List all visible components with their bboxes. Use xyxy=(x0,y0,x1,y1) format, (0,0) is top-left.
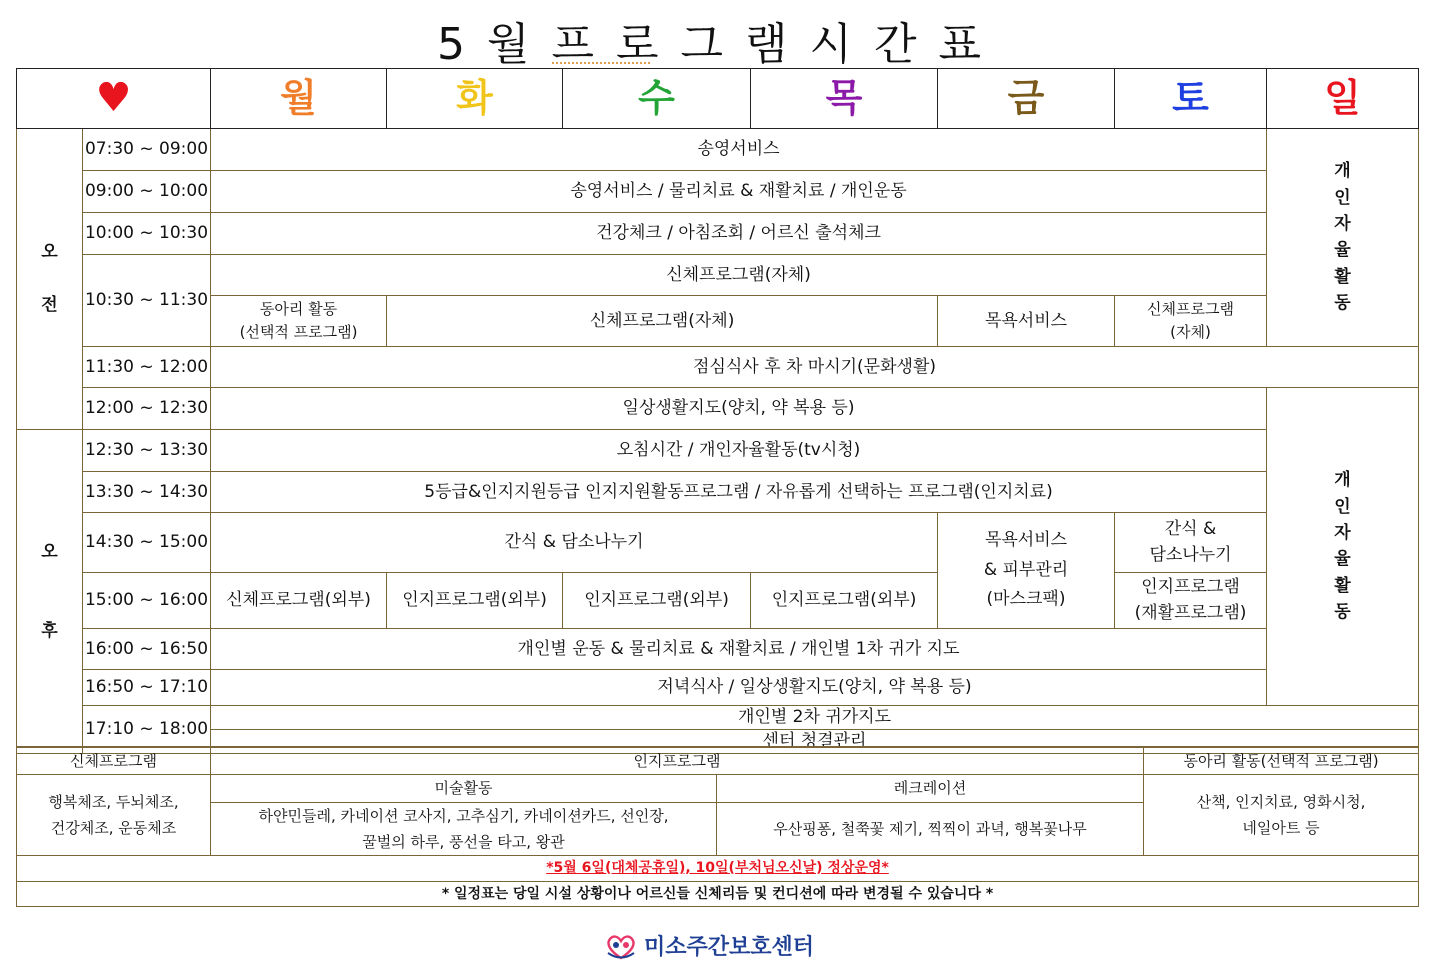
activity-cell-saturday: 인지프로그램 (재활프로그램) xyxy=(1115,572,1267,628)
activity-cell-thursday: 인지프로그램(외부) xyxy=(751,572,938,628)
time-cell: 17:10 ~ 18:00 xyxy=(83,705,211,753)
schedule-row xyxy=(17,128,1419,170)
time-cell: 07:30 ~ 09:00 xyxy=(83,128,211,170)
schedule-row xyxy=(17,705,1419,729)
activity-cell: 오침시간 / 개인자율활동(tv시청) xyxy=(211,429,1267,471)
schedule-row xyxy=(17,254,1419,295)
activity-cell: 개인별 2차 귀가지도 xyxy=(211,705,1419,729)
activity-cell-monday: 동아리 활동 (선택적 프로그램) xyxy=(211,295,387,346)
day-sunday: 일 xyxy=(1267,69,1419,129)
activity-cell-monday: 신체프로그램(외부) xyxy=(211,572,387,628)
time-cell: 11:30 ~ 12:00 xyxy=(83,346,211,387)
heart-hands-icon xyxy=(604,931,638,961)
center-logo xyxy=(604,930,814,961)
schedule-row xyxy=(17,170,1419,212)
legend-club-title: 동아리 활동(선택적 프로그램) xyxy=(1144,747,1419,775)
legend-table xyxy=(16,746,1419,907)
title-underline-decoration xyxy=(552,62,650,64)
legend-subtitle-row xyxy=(17,775,1419,802)
legend-physical-items: 행복체조, 두뇌체조, 건강체조, 운동체조 xyxy=(17,775,211,856)
sunday-free-activity-am: 개 인 자 율 활 동 xyxy=(1267,128,1419,346)
sunday-free-activity-pm: 개 인 자 율 활 동 xyxy=(1267,387,1419,705)
time-cell: 16:00 ~ 16:50 xyxy=(83,628,211,669)
schedule-row xyxy=(17,572,1419,628)
legend-art-title: 미술활동 xyxy=(211,775,717,802)
time-cell: 09:00 ~ 10:00 xyxy=(83,170,211,212)
legend-art-items: 하얀민들레, 카네이션 코사지, 고추심기, 카네이션카드, 선인장, 꿀벌의 하루, 풍선을 타고, 왕관 xyxy=(211,802,717,856)
day-monday: 월 xyxy=(211,69,387,129)
activity-cell-tuesday: 인지프로그램(외부) xyxy=(387,572,563,628)
schedule-row xyxy=(17,295,1419,346)
schedule-row xyxy=(17,346,1419,387)
day-wednesday: 수 xyxy=(563,69,751,129)
pm-label: 오 후 xyxy=(17,429,83,753)
time-cell: 12:30 ~ 13:30 xyxy=(83,429,211,471)
legend-cognitive-title: 인지프로그램 xyxy=(211,747,1144,775)
activity-cell: 5등급&인지지원등급 인지지원활동프로그램 / 자유롭게 선택하는 프로그램(인지치료) xyxy=(211,471,1267,512)
am-label: 오 전 xyxy=(17,128,83,429)
schedule-row xyxy=(17,471,1419,512)
activity-cell: 송영서비스 / 물리치료 & 재활치료 / 개인운동 xyxy=(211,170,1267,212)
activity-cell-saturday: 신체프로그램 (자체) xyxy=(1115,295,1267,346)
activity-cell: 저녁식사 / 일상생활지도(양치, 약 복용 등) xyxy=(211,669,1419,705)
activity-cell: 송영서비스 xyxy=(211,128,1267,170)
time-cell: 13:30 ~ 14:30 xyxy=(83,471,211,512)
legend-club-items: 산책, 인지치료, 영화시청, 네일아트 등 xyxy=(1144,775,1419,856)
time-cell: 14:30 ~ 15:00 xyxy=(83,512,211,572)
schedule-row xyxy=(17,212,1419,254)
schedule-table xyxy=(16,68,1419,754)
time-cell: 12:00 ~ 12:30 xyxy=(83,387,211,429)
heart-cell xyxy=(17,69,211,129)
day-saturday: 토 xyxy=(1115,69,1267,129)
holiday-notice: *5월 6일(대체공휴일), 10일(부처님오신날) 정상운영* xyxy=(17,856,1419,882)
schedule-row xyxy=(17,512,1419,572)
activity-cell-tue-thu: 신체프로그램(자체) xyxy=(387,295,938,346)
activity-cell: 일상생활지도(양치, 약 복용 등) xyxy=(211,387,1267,429)
activity-cell: 개인별 운동 & 물리치료 & 재활치료 / 개인별 1차 귀가 지도 xyxy=(211,628,1267,669)
note-row xyxy=(17,881,1419,907)
activity-cell-saturday: 간식 & 담소나누기 xyxy=(1115,512,1267,572)
legend-rec-items: 우산핑퐁, 철쭉꽃 제기, 찍찍이 과녁, 행복꽃나무 xyxy=(717,802,1144,856)
activity-cell: 신체프로그램(자체) xyxy=(211,254,1267,295)
header-row xyxy=(17,69,1419,129)
time-cell: 15:00 ~ 16:00 xyxy=(83,572,211,628)
schedule-row xyxy=(17,669,1419,705)
schedule-row xyxy=(17,429,1419,471)
day-thursday: 목 xyxy=(751,69,938,129)
activity-cell-friday: 목욕서비스 xyxy=(938,295,1115,346)
schedule-change-note: * 일정표는 당일 시설 상황이나 어르신들 신체리듬 및 컨디션에 따라 변경될 수 있습니다 * xyxy=(17,881,1419,907)
heart-icon: ♥ xyxy=(95,75,132,121)
activity-cell-wednesday: 인지프로그램(외부) xyxy=(563,572,751,628)
schedule-row xyxy=(17,387,1419,429)
activity-cell: 점심식사 후 차 마시기(문화생활) xyxy=(211,346,1419,387)
notice-row xyxy=(17,856,1419,882)
activity-cell: 센터 청결관리 xyxy=(211,729,1419,753)
time-cell: 10:30 ~ 11:30 xyxy=(83,254,211,346)
logo-text: 미소주간보호센터 xyxy=(644,935,815,960)
day-friday: 금 xyxy=(938,69,1115,129)
activity-cell: 건강체크 / 아침조회 / 어르신 출석체크 xyxy=(211,212,1267,254)
schedule-row xyxy=(17,628,1419,669)
time-cell: 16:50 ~ 17:10 xyxy=(83,669,211,705)
page-title: 5월프로그램시간표 xyxy=(436,19,1004,70)
activity-cell-friday: 목욕서비스 & 피부관리 (마스크팩) xyxy=(938,512,1115,628)
legend-rec-title: 레크레이션 xyxy=(717,775,1144,802)
time-cell: 10:00 ~ 10:30 xyxy=(83,212,211,254)
legend-title-row xyxy=(17,747,1419,775)
day-tuesday: 화 xyxy=(387,69,563,129)
legend-physical-title: 신체프로그램 xyxy=(17,747,211,775)
activity-cell: 간식 & 담소나누기 xyxy=(211,512,938,572)
